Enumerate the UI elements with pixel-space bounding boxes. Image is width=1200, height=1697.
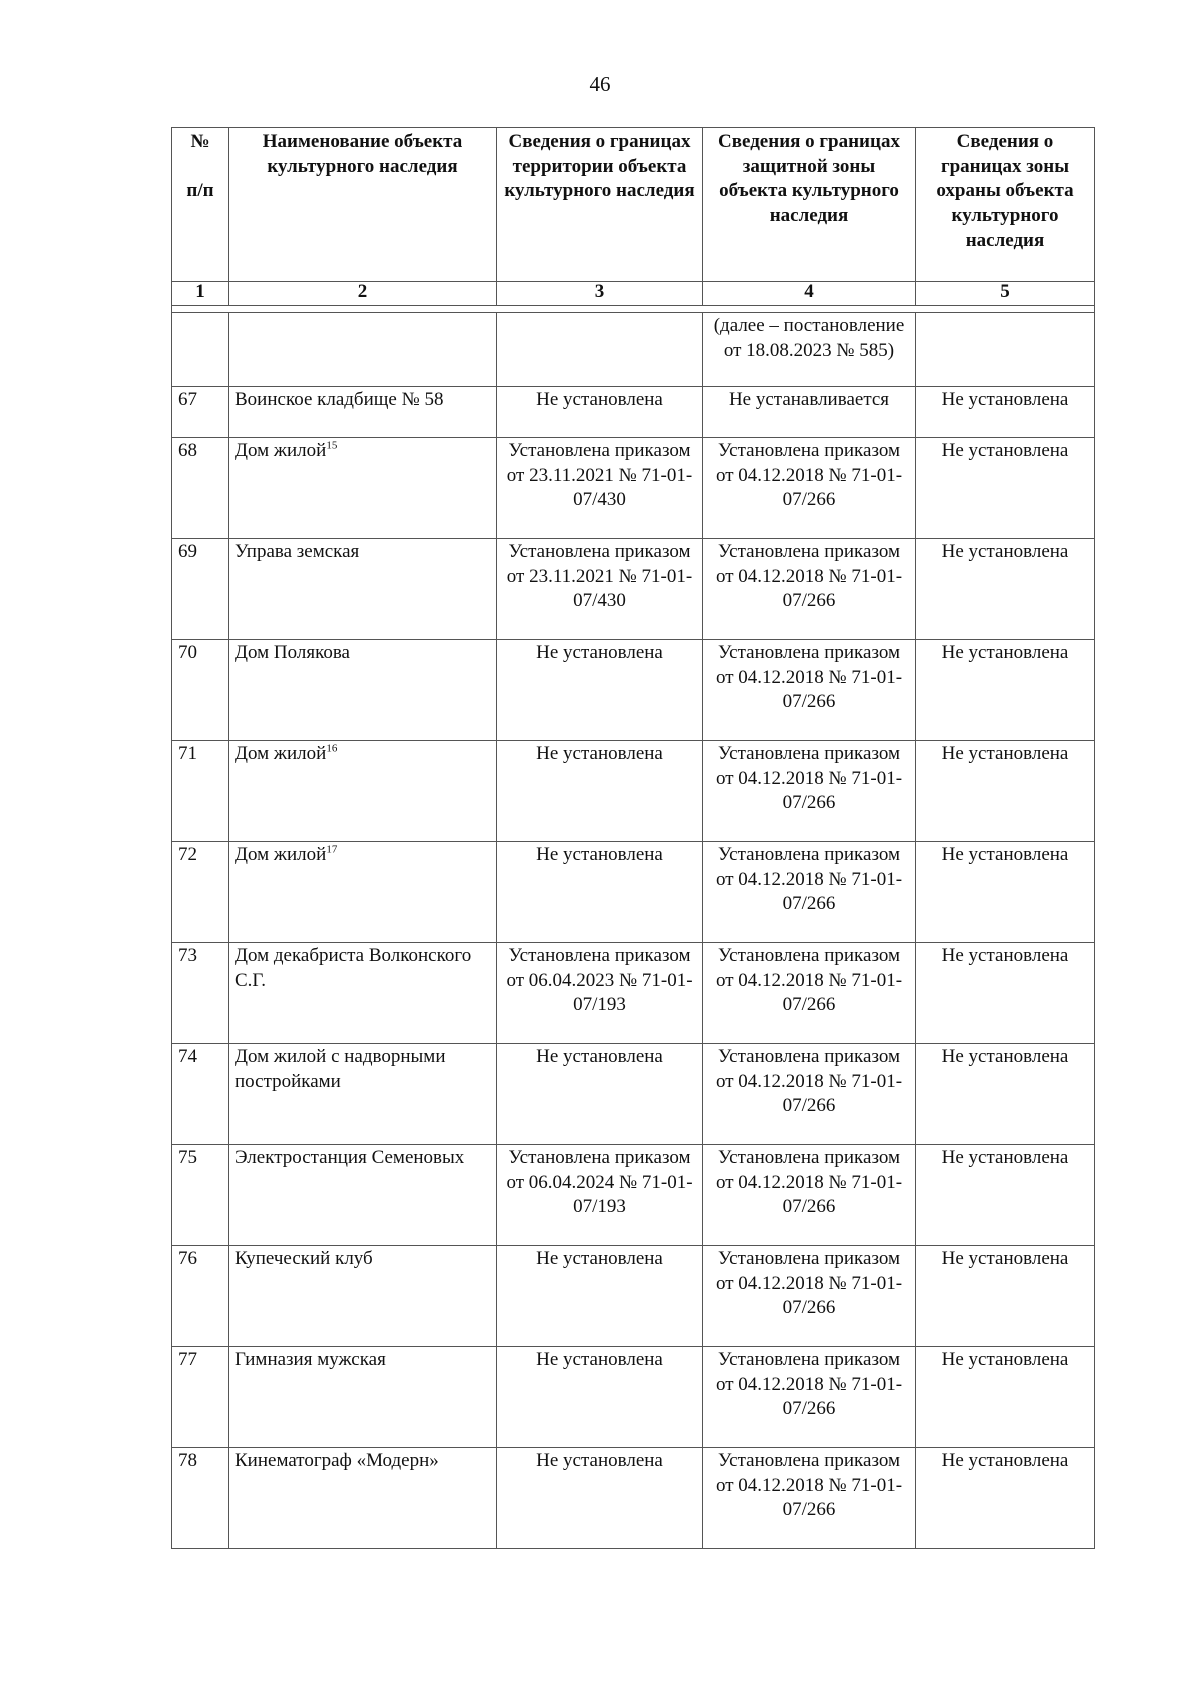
table-row [172, 741, 1095, 842]
cell-name [229, 539, 497, 640]
cell-protection-zone-text: Не установлена [941, 389, 1069, 410]
cell-territory-text: Не установлена [536, 1450, 663, 1471]
header-number [172, 128, 229, 282]
cell-name-text: Электростанция Семеновых [235, 1147, 465, 1168]
cell-protection-zone [916, 943, 1095, 1044]
header-protection-zone: Сведения о границах зоны охраны объекта культурного наследия [916, 128, 1095, 282]
cell-number [172, 1145, 229, 1246]
cell-number [172, 1246, 229, 1347]
cell-territory [497, 1246, 703, 1347]
cell-territory [497, 943, 703, 1044]
cell-name-text: Дом Полякова [235, 642, 350, 663]
cell-protection-zone [916, 640, 1095, 741]
cell-number-text: 71 [178, 743, 197, 764]
cell-territory [497, 1145, 703, 1246]
cell-number [172, 943, 229, 1044]
cell-name [229, 1145, 497, 1246]
cell-number-text: 68 [178, 440, 197, 461]
cell-protective-zone [703, 387, 916, 438]
column-index: 3 [497, 282, 703, 306]
cell-protective-zone-text: Установлена приказом от 04.12.2018 № 71-01-07/266 [715, 1046, 903, 1117]
cell-territory-text: Установлена приказом от 23.11.2021 № 71-01-07/430 [506, 440, 693, 511]
cell-territory [497, 539, 703, 640]
table-row [172, 1044, 1095, 1145]
cell-number-text: 78 [178, 1450, 197, 1471]
cell-protective-zone [703, 943, 916, 1044]
cell-protective-zone-text: Установлена приказом от 04.12.2018 № 71-01-07/266 [715, 440, 903, 511]
cell-territory-text: Не установлена [536, 844, 663, 865]
cell-protective-zone [703, 1448, 916, 1549]
column-index: 4 [703, 282, 916, 306]
cell-protection-zone [916, 741, 1095, 842]
header-object-name: Наименование объекта культурного наследия [229, 128, 497, 282]
column-index: 5 [916, 282, 1095, 306]
cell-protective-zone-text: Установлена приказом от 04.12.2018 № 71-01-07/266 [715, 844, 903, 915]
footnote-marker: 16 [326, 742, 338, 755]
cell-number-text: 72 [178, 844, 197, 865]
heritage-objects-table [171, 127, 1095, 1549]
cell-number [172, 1044, 229, 1145]
cell-protection-zone [916, 1448, 1095, 1549]
cell-territory [497, 741, 703, 842]
cell-protection-zone [916, 438, 1095, 539]
cell-name-text: Воинское кладбище № 58 [235, 389, 444, 410]
cell-protection-zone-text: Не установлена [941, 743, 1069, 764]
cell-protective-zone: (далее – постановление от 18.08.2023 № 585) [703, 313, 916, 387]
cell-protective-zone-text: Установлена приказом от 04.12.2018 № 71-01-07/266 [715, 1147, 903, 1218]
column-index: 1 [172, 282, 229, 306]
cell-name-text: Дом жилой [235, 844, 327, 865]
table-row [172, 943, 1095, 1044]
header-number-sign: № [190, 131, 210, 152]
cell-protective-zone-text: Установлена приказом от 04.12.2018 № 71-01-07/266 [715, 1349, 903, 1420]
cell-territory-text: Установлена приказом от 23.11.2021 № 71-01-07/430 [506, 541, 693, 612]
cell-territory [497, 1044, 703, 1145]
cell-territory-text: Не установлена [536, 642, 663, 663]
cell-protection-zone [916, 539, 1095, 640]
cell-protective-zone [703, 539, 916, 640]
header-gap [172, 306, 1095, 313]
cell-number-text: 70 [178, 642, 197, 663]
cell-name [229, 1246, 497, 1347]
cell-name [229, 943, 497, 1044]
cell-protection-zone-text: Не установлена [941, 440, 1069, 461]
cell-name-text: Управа земская [235, 541, 360, 562]
cell-number [172, 842, 229, 943]
cell-name-text: Дом жилой [235, 743, 327, 764]
table-row [172, 539, 1095, 640]
table-body [172, 306, 1095, 1549]
cell-protection-zone [916, 387, 1095, 438]
cell-protective-zone [703, 438, 916, 539]
table-row [172, 842, 1095, 943]
cell-number-text: 75 [178, 1147, 197, 1168]
cell-protection-zone [916, 1044, 1095, 1145]
cell-territory-text: Установлена приказом от 06.04.2023 № 71-01-07/193 [506, 945, 693, 1016]
cell-protection-zone-text: Не установлена [941, 1046, 1069, 1067]
cell-territory-text: Не установлена [536, 1248, 663, 1269]
cell-protective-zone [703, 1145, 916, 1246]
cell-name [229, 1448, 497, 1549]
footnote-marker: 17 [326, 843, 338, 856]
cell-protective-zone [703, 741, 916, 842]
cell-protective-zone [703, 1246, 916, 1347]
cell-territory [497, 842, 703, 943]
cell-protection-zone-text: Не установлена [941, 1248, 1069, 1269]
cell-number-text: 73 [178, 945, 197, 966]
cell-number [172, 1448, 229, 1549]
cell-name-text: Гимназия мужская [235, 1349, 386, 1370]
cell-protection-zone [916, 1347, 1095, 1448]
cell-number [172, 741, 229, 842]
cell-name-text: Кинематограф «Модерн» [235, 1450, 439, 1471]
cell-number [172, 438, 229, 539]
cell-territory-text: Не установлена [536, 743, 663, 764]
cell-territory-text: Не установлена [536, 1046, 663, 1067]
column-index-row [172, 282, 1095, 306]
cell-number [172, 640, 229, 741]
cell-protection-zone-text: Не установлена [941, 1147, 1069, 1168]
cell-name [229, 1044, 497, 1145]
cell-protection-zone [916, 842, 1095, 943]
table-row [172, 1145, 1095, 1246]
cell-territory [497, 438, 703, 539]
table-header-row [172, 128, 1095, 282]
cell-number [172, 313, 229, 387]
cell-number [172, 539, 229, 640]
cell-protective-zone-text: Установлена приказом от 04.12.2018 № 71-01-07/266 [715, 541, 903, 612]
cell-protection-zone-text: Не установлена [941, 1349, 1069, 1370]
table-row-continuation [172, 313, 1095, 387]
cell-name [229, 640, 497, 741]
cell-name-text: Купеческий клуб [235, 1248, 373, 1269]
cell-name [229, 438, 497, 539]
cell-protection-zone [916, 1246, 1095, 1347]
cell-name [229, 313, 497, 387]
cell-protection-zone [916, 1145, 1095, 1246]
cell-territory [497, 1448, 703, 1549]
cell-territory [497, 387, 703, 438]
cell-protective-zone-text: Установлена приказом от 04.12.2018 № 71-01-07/266 [715, 743, 903, 814]
cell-territory [497, 313, 703, 387]
cell-name [229, 842, 497, 943]
cell-protection-zone-text: Не установлена [941, 844, 1069, 865]
cell-protective-zone [703, 1347, 916, 1448]
table-row [172, 1347, 1095, 1448]
cell-protective-zone [703, 640, 916, 741]
cell-protective-zone-text: Установлена приказом от 04.12.2018 № 71-01-07/266 [715, 1248, 903, 1319]
cell-protection-zone [916, 313, 1095, 387]
cell-number [172, 1347, 229, 1448]
cell-protection-zone-text: Не установлена [941, 642, 1069, 663]
cell-protective-zone-text: Установлена приказом от 04.12.2018 № 71-01-07/266 [715, 1450, 903, 1521]
cell-territory-text: Установлена приказом от 06.04.2024 № 71-01-07/193 [506, 1147, 693, 1218]
header-protective-zone: Сведения о границах защитной зоны объекта культурного наследия [703, 128, 916, 282]
cell-territory [497, 1347, 703, 1448]
cell-territory-text: Не установлена [536, 1349, 663, 1370]
cell-name-text: Дом декабриста Волконского С.Г. [235, 945, 472, 991]
cell-number-text: 76 [178, 1248, 197, 1269]
cell-protective-zone [703, 1044, 916, 1145]
cell-protection-zone-text: Не установлена [941, 541, 1069, 562]
table-row [172, 1448, 1095, 1549]
cell-protection-zone-text: Не установлена [941, 1450, 1069, 1471]
cell-protection-zone-text: Не установлена [941, 945, 1069, 966]
column-index: 2 [229, 282, 497, 306]
table-row [172, 640, 1095, 741]
table-row [172, 438, 1095, 539]
cell-number-text: 67 [178, 389, 197, 410]
cell-protective-zone-text: Установлена приказом от 04.12.2018 № 71-01-07/266 [715, 642, 903, 713]
cell-name-text: Дом жилой [235, 440, 327, 461]
cell-number-text: 69 [178, 541, 197, 562]
table-row [172, 387, 1095, 438]
footnote-marker: 15 [326, 439, 338, 452]
page-number: 46 [589, 72, 611, 96]
cell-territory [497, 640, 703, 741]
cell-territory-text: Не установлена [536, 389, 663, 410]
cell-name-text: Дом жилой с надворными постройками [235, 1046, 446, 1092]
cell-number-text: 74 [178, 1046, 197, 1067]
cell-number [172, 387, 229, 438]
table-row [172, 1246, 1095, 1347]
cell-protective-zone-text: Установлена приказом от 04.12.2018 № 71-01-07/266 [715, 945, 903, 1016]
header-territory-bounds: Сведения о границах территории объекта культурного наследия [497, 128, 703, 282]
header-number-pp: п/п [186, 179, 214, 201]
cell-number-text: 77 [178, 1349, 197, 1370]
cell-protective-zone-text: Не устанавливается [728, 389, 890, 410]
cell-name [229, 741, 497, 842]
cell-name [229, 1347, 497, 1448]
cell-protective-zone [703, 842, 916, 943]
cell-name [229, 387, 497, 438]
